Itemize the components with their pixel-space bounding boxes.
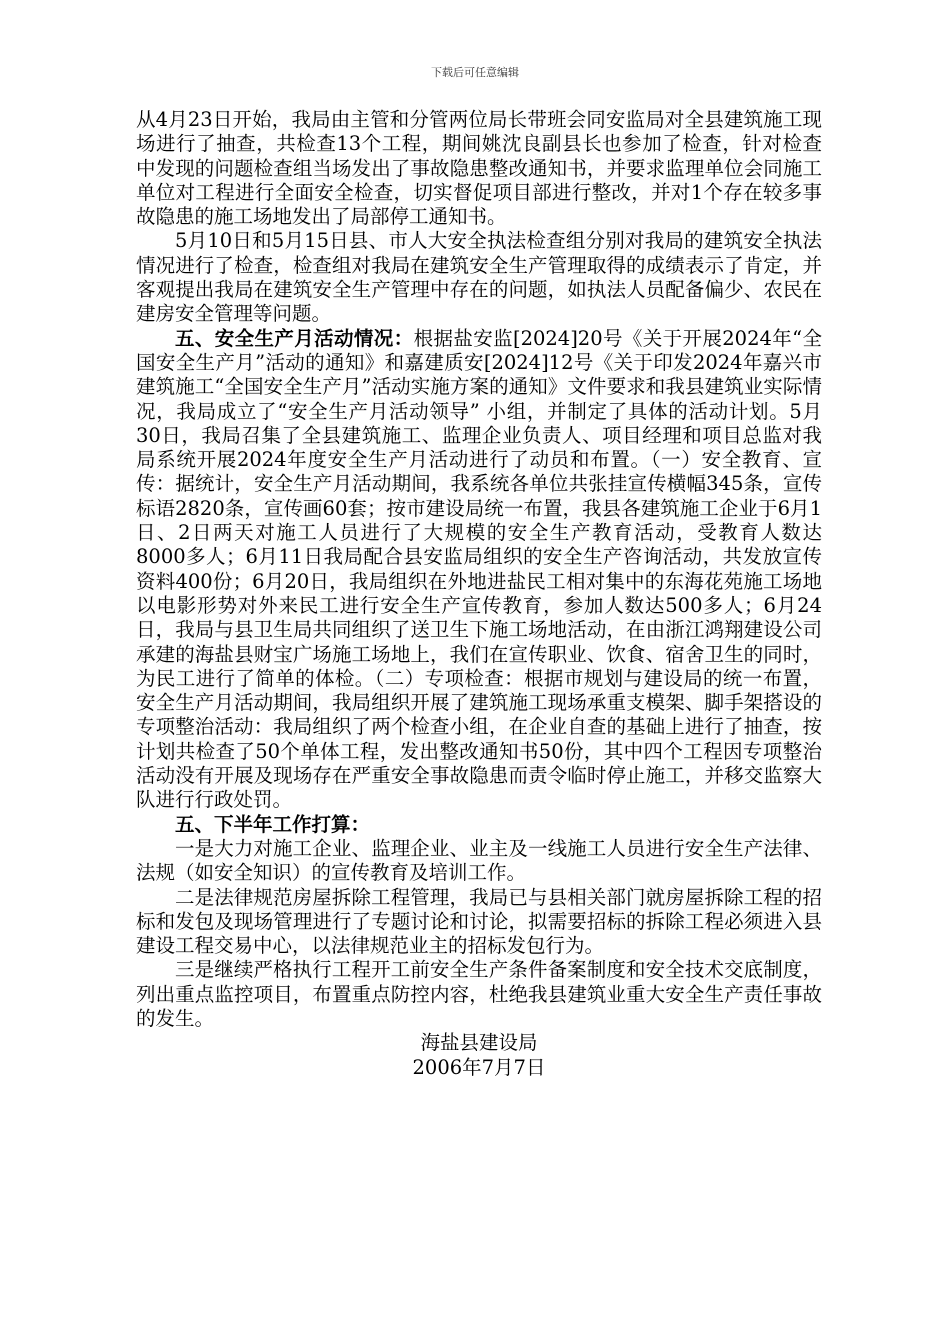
signature-date: 2006年7月7日 [412,1055,546,1079]
section-heading-second-half-plan: 五、下半年工作打算： [175,812,371,836]
section-heading-safety-month: 五、安全生产月活动情况： [175,326,414,350]
plan-item-2: 二是法律规范房屋拆除工程管理，我局已与县相关部门就房屋拆除工程的招标和发包及现场管理进行了专题讨论和讨论，拟需要招标的拆除工程必须进入县建设工程交易中心，以法律规范业主的招标发包行为。 [136,885,822,958]
plan-item-1: 一是大力对施工企业、监理企业、业主及一线施工人员进行安全生产法律、法规（如安全知识）的宣传教育及培训工作。 [136,836,822,885]
signature-organization: 海盐县建设局 [420,1031,538,1055]
safety-month-body: 根据盐安监[2024]20号《关于开展2024年“全国安全生产月”活动的通知》和嘉建质安[2024]12号《关于印发2024年嘉兴市建筑施工“全国安全生产月”活动实施方案的通知》文件要求和我县建筑业实际情况，我局成立了“安全生产月活动领导” 小组，并制定了具体的活动计划。5月30日，我局召集了全县建筑施工、监理企业负责人、项目经理和项目总监对我局系统开展2024年度安全生产月活动进行了动员和布置。（一）安全教育、宣传：据统计，安全生产月活动期间，我系统各单位共张挂宣传横幅345条，宣传标语2820条，宣传画60套；按市建设局统一布置，我县各建筑施工企业于6月1日、2日两天对施工人员进行了大规模的安全生产教育活动，受教育人数达8000多人；6月11日我局配合县安监局组织的安全生产咨询活动，共发放宣传资料400份；6月20日，我局组织在外地进盐民工相对集中的东海花苑施工场地以电影形势对外来民工进行安全生产宣传教育，参加人数达500多人；6月24日，我局与县卫生局共同组织了送卫生下施工场地活动，在由浙江鸿翔建设公司承建的海盐县财宝广场施工场地上，我们在宣传职业、饮食、宿舍卫生的同时，为民工进行了简单的体检。（二）专项检查：根据市规划与建设局的统一布置，安全生产月活动期间，我局组织开展了建筑施工现场承重支模架、脚手架搭设的专项整治活动：我局组织了两个检查小组，在企业自查的基础上进行了抽查，按计划共检查了50个单体工程，发出整改通知书50份，其中四个工程因专项整治活动没有开展及现场存在严重安全事故隐患而责令临时停止施工，并移交监察大队进行行政处罚。 [136,326,822,812]
paragraph-inspection: 从4月23日开始，我局由主管和分管两位局长带班会同安监局对全县建筑施工现场进行了抽查，共检查13个工程，期间姚沈良副县长也参加了检查，针对检查中发现的问题检查组当场发出了事故隐患整改通知书，并要求监理单位会同施工单位对工程进行全面安全检查，切实督促项目部进行整改，并对1个存在较多事故隐患的施工场地发出了局部停工通知书。 [136,108,822,229]
paragraph-npc-inspection: 5月10日和5月15日县、市人大安全执法检查组分别对我局的建筑安全执法情况进行了检查，检查组对我局在建筑安全生产管理取得的成绩表示了肯定，并客观提出我局在建筑安全生产管理中存在的问题，如执法人员配备偏少、农民在建房安全管理等问题。 [136,229,822,326]
plan-item-3: 三是继续严格执行工程开工前安全生产条件备案制度和安全技术交底制度，列出重点监控项目，布置重点防控内容，杜绝我县建筑业重大安全生产责任事故的发生。 [136,958,822,1030]
paragraph-safety-month [136,327,822,813]
download-note: 下载后可任意编辑 [431,66,519,79]
document-body [136,108,822,1080]
